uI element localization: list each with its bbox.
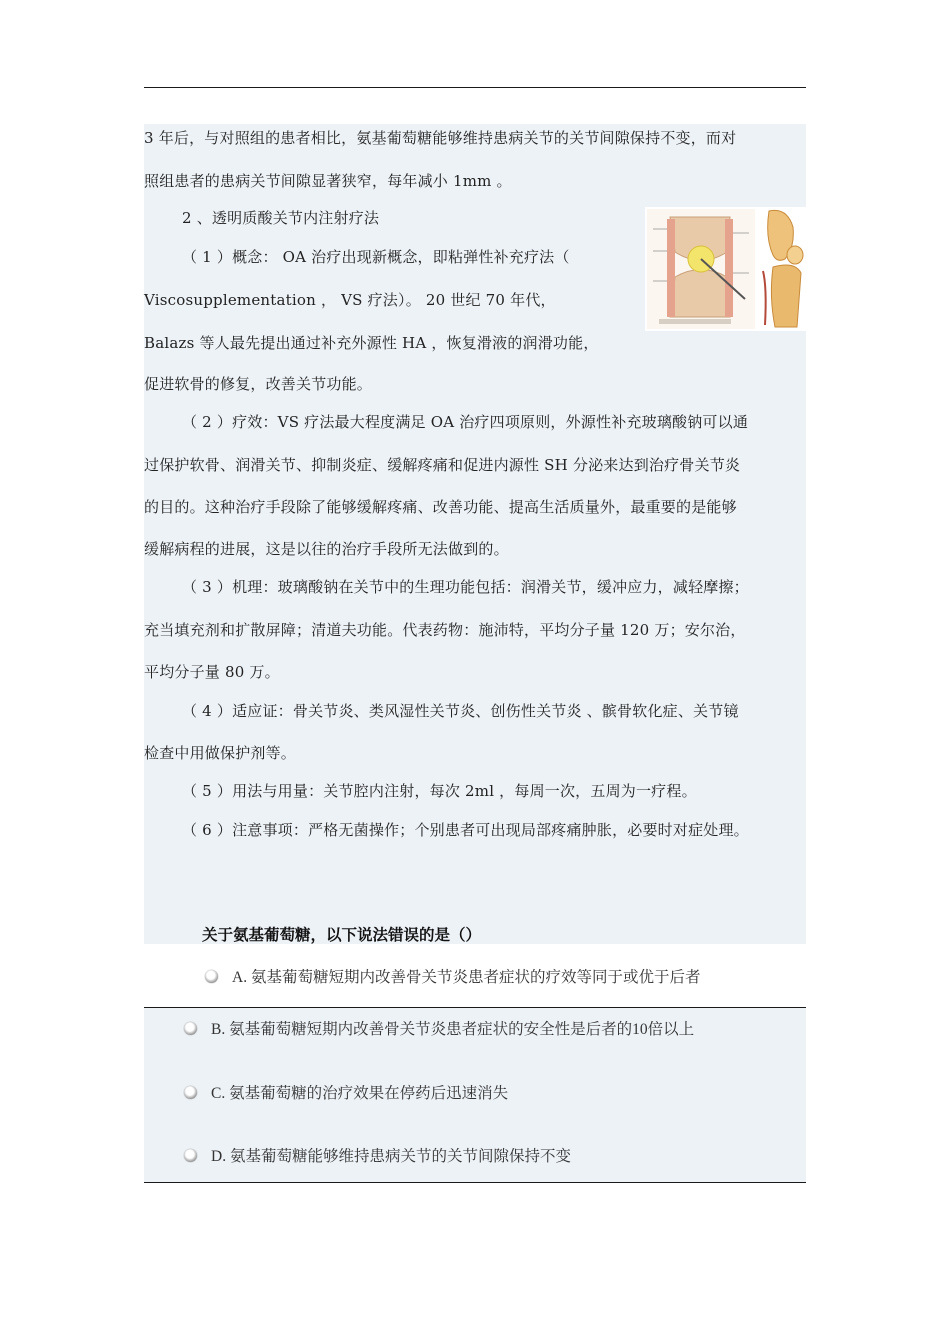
option-c[interactable]	[184, 1081, 508, 1103]
question-title: 关于氨基葡萄糖，以下说法错误的是（）	[202, 926, 482, 944]
option-a[interactable]	[205, 965, 700, 987]
body-line: 促进软骨的修复，改善关节功能。	[144, 375, 373, 393]
body-line: （ 6 ）注意事项：严格无菌操作；个别患者可出现局部疼痛肿胀，必要时对症处理。	[182, 821, 749, 839]
body-line: Viscosupplementation ， VS 疗法）。 20 世纪 70 年代，	[144, 291, 556, 309]
body-line: 检查中用做保护剂等。	[144, 744, 297, 762]
option-label: A. 氨基葡萄糖短期内改善骨关节炎患者症状的疗效等同于或优于后者	[232, 969, 701, 986]
radio-icon[interactable]	[205, 970, 218, 983]
divider-rule	[144, 1007, 806, 1008]
body-line: 充当填充剂和扩散屏障；清道夫功能。代表药物：施沛特，平均分子量 120 万；安尔治，	[144, 621, 746, 639]
section-heading: 2 、透明质酸关节内注射疗法	[182, 209, 380, 227]
option-label: C. 氨基葡萄糖的治疗效果在停药后迅速消失	[211, 1085, 509, 1102]
option-b[interactable]	[184, 1017, 694, 1039]
body-line: （ 1 ）概念： OA 治疗出现新概念，即粘弹性补充疗法（	[182, 248, 570, 266]
body-line: Balazs 等人最先提出通过补充外源性 HA ，恢复滑液的润滑功能，	[144, 334, 599, 352]
body-line: 3 年后，与对照组的患者相比，氨基葡萄糖能够维持患病关节的关节间隙保持不变，而对	[144, 129, 737, 147]
bottom-rule	[144, 1182, 806, 1183]
body-line: 缓解病程的进展，这是以往的治疗手段所无法做到的。	[144, 540, 509, 558]
body-line: 的目的。这种治疗手段除了能够缓解疼痛、改善功能、提高生活质量外，最重要的是能够	[144, 498, 737, 516]
body-line: 照组患者的患病关节间隙显著狭窄，每年减小 1mm 。	[144, 172, 512, 190]
body-line: 平均分子量 80 万。	[144, 663, 280, 681]
radio-icon[interactable]	[184, 1022, 197, 1035]
option-d[interactable]	[184, 1144, 571, 1166]
body-line: （ 3 ）机理：玻璃酸钠在关节中的生理功能包括：润滑关节，缓冲应力，减轻摩擦；	[182, 578, 749, 596]
body-line: （ 2 ）疗效：VS 疗法最大程度满足 OA 治疗四项原则，外源性补充玻璃酸钠可以通	[182, 413, 749, 431]
body-line: （ 4 ）适应证：骨关节炎、类风湿性关节炎、创伤性关节炎 、髌骨软化症、关节镜	[182, 702, 739, 720]
option-label: D. 氨基葡萄糖能够维持患病关节的关节间隙保持不变	[211, 1148, 571, 1165]
knee-joint-injection-illustration	[645, 207, 806, 331]
body-line: （ 5 ）用法与用量：关节腔内注射，每次 2ml ，每周一次，五周为一疗程。	[182, 782, 697, 800]
body-line: 过保护软骨、润滑关节、抑制炎症、缓解疼痛和促进内源性 SH 分泌来达到治疗骨关节炎	[144, 456, 741, 474]
radio-icon[interactable]	[184, 1149, 197, 1162]
option-label: B. 氨基葡萄糖短期内改善骨关节炎患者症状的安全性是后者的10倍以上	[211, 1021, 695, 1038]
radio-icon[interactable]	[184, 1086, 197, 1099]
top-rule	[144, 87, 806, 88]
